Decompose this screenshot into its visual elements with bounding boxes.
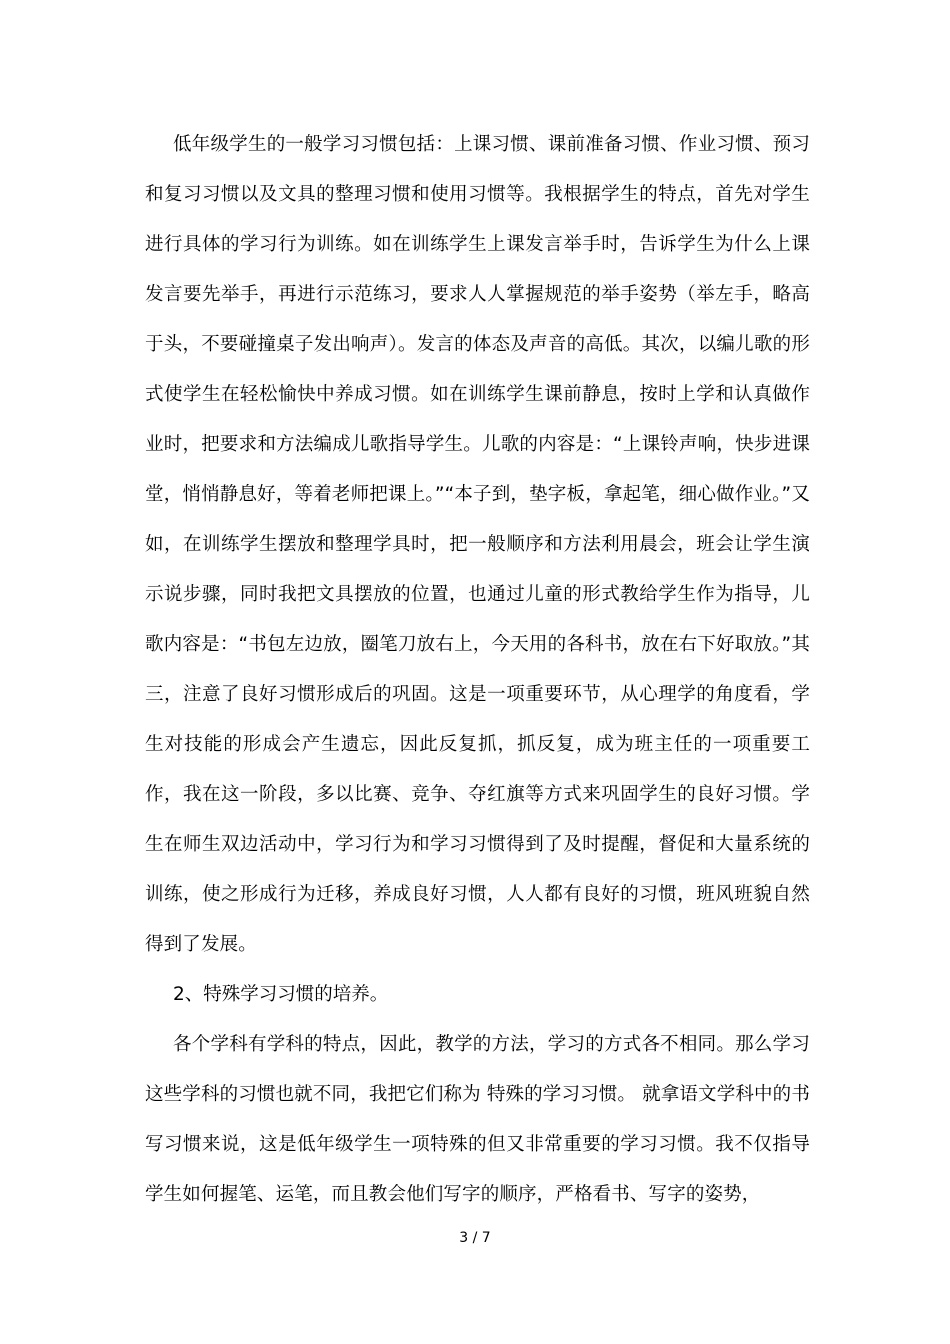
page-number: 3 / 7 bbox=[459, 1230, 491, 1246]
paragraph-special-habits: 各个学科有学科的特点，因此，教学的方法，学习的方式各不相同。那么学习这些学科的习惯也就不同，我把它们称为 特殊的学习习惯。 就拿语文学科中的书写习惯来说，这是低年级学生一项特殊的但又非常重要的学习习惯。我不仅指导学生如何握笔、运笔，而且教会他们写字的顺序，严格看书、写字的姿势， bbox=[145, 1034, 810, 1205]
body-text bbox=[145, 120, 810, 1220]
paragraph-general-habits: 低年级学生的一般学习习惯包括：上课习惯、课前准备习惯、作业习惯、预习和复习习惯以及文具的整理习惯和使用习惯等。我根据学生的特点，首先对学生进行具体的学习行为训练。如在训练学生上课发言举手时，告诉学生为什么上课发言要先举手，再进行示范练习，要求人人掌握规范的举手姿势（举左手，略高于头，不要碰撞桌子发出响声）。发言的体态及声音的高低。其次，以编儿歌的形式使学生在轻松愉快中养成习惯。如在训练学生课前静息，按时上学和认真做作业时，把要求和方法编成儿歌指导学生。儿歌的内容是：“上课铃声响，快步进课堂，悄悄静息好，等着老师把课上。”“本子到，垫字板，拿起笔，细心做作业。”又如，在训练学生摆放和整理学具时，把一般顺序和方法利用晨会，班会让学生演示说步骤，同时我把文具摆放的位置，也通过儿童的形式教给学生作为指导，儿歌内容是：“书包左边放，圈笔刀放右上，今天用的各科书，放在右下好取放。”其三，注意了良好习惯形成后的巩固。这是一项重要环节，从心理学的角度看，学生对技能的形成会产生遗忘，因此反复抓，抓反复，成为班主任的一项重要工作，我在这一阶段，多以比赛、竞争、夺红旗等方式来巩固学生的良好习惯。学生在师生双边活动中，学习行为和学习习惯得到了及时提醒，督促和大量系统的训练，使之形成行为迁移，养成良好习惯，人人都有良好的习惯，班风班貌自然得到了发展。 bbox=[145, 134, 810, 955]
section-heading-special-habits: 2、特殊学习习惯的培养。 bbox=[173, 984, 389, 1005]
